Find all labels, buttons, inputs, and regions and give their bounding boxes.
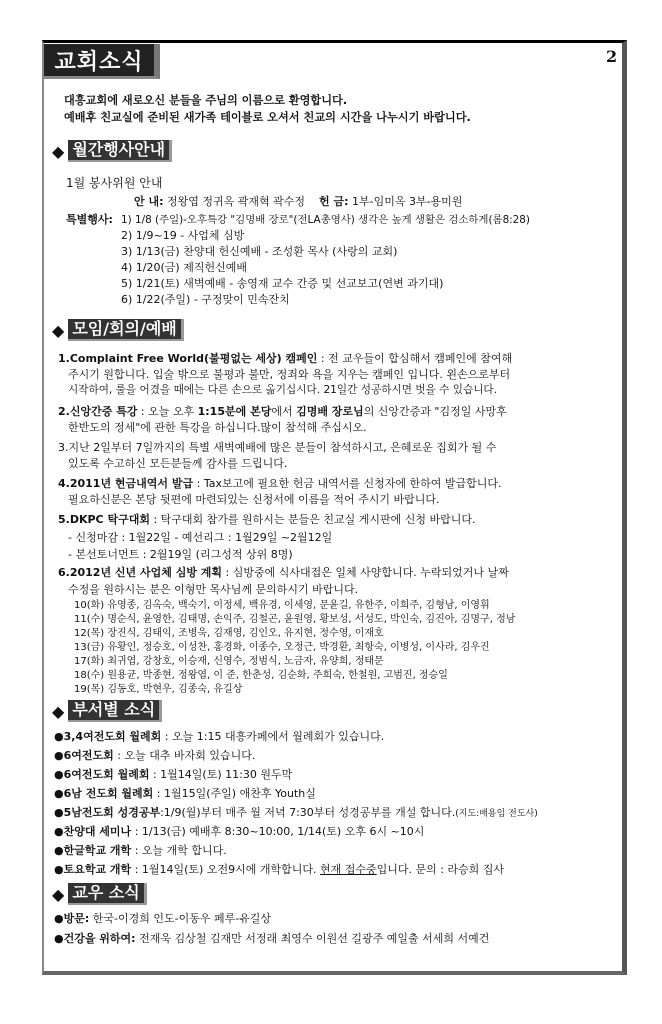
- dept-4: ●6남 전도회 월례회 : 1월15일(주일) 애찬후 Youth실: [54, 787, 316, 800]
- event-6: 6) 1/22(주일) - 구정맞이 민속잔치: [121, 293, 290, 306]
- event-2: 2) 1/9~19 - 사업체 심방: [121, 229, 245, 242]
- diamond-icon: ◆: [52, 701, 65, 721]
- event-1: 1) 1/8 (주일)-오후특강 "김명배 장로"(전LA총영사) 생각은 높게 생활은 검소하게(롬8:28): [121, 214, 530, 226]
- meeting-4-line-2: 필요하신분은 본당 뒷편에 마련되있는 신청서에 이름을 적어 주시기 바랍니다.: [68, 493, 440, 506]
- meeting-6-line-2: 수정을 원하시는 분은 이형만 목사님께 문의하시기 바랍니다.: [68, 583, 359, 596]
- meeting-4: 4.2011년 현금내역서 발급 : Tax보고에 필요한 헌금 내역서를 신청자에 한하여 발급합니다.: [58, 477, 502, 490]
- event-3: 3) 1/13(금) 찬양대 헌신예배 - 조성환 목사 (사랑의 교회): [121, 245, 398, 258]
- section-members-title: ◆ 교우 소식: [52, 883, 147, 905]
- visit-row: 17(화) 최귀엽, 강창호, 이승재, 신영수, 정범식, 노금자, 유양희, 정태문: [74, 656, 384, 667]
- dept-3: ●6여전도회 월례회 : 1월14일(토) 11:30 원두막: [54, 768, 293, 781]
- section-monthly-title: ◆ 월간행사안내: [52, 140, 172, 162]
- meeting-3-line-2: 있도록 수고하신 모든분들께 감사를 드립니다.: [68, 457, 288, 470]
- meeting-3: 3.지난 2일부터 7일까지의 특별 새벽예배에 많은 분들이 참석하시고, 은혜로운 집회가 될 수: [58, 441, 497, 454]
- visit-row: 10(화) 유영종, 김옥숙, 백숙기, 이정세, 백유경, 이세영, 문윤길, 유한주, 이희주, 김형남, 이영휘: [74, 600, 490, 611]
- visit-row: 11(수) 명순식, 윤영한, 김태명, 손익주, 김철곤, 윤원영, 황보성, 서성도, 박인숙, 김진아, 김명구, 정남: [74, 614, 516, 625]
- monthly-heading: 1월 봉사위원 안내: [66, 176, 163, 190]
- meeting-6: 6.2012년 신년 사업체 심방 계획 : 심방중에 식사대접은 일체 사양합니다. 누락되었거나 날짜: [58, 566, 509, 579]
- diamond-icon: ◆: [52, 141, 65, 161]
- meeting-1-line-3: 시작하여, 룰을 어겼을 때에는 다른 손으로 옮기십시다. 21일간 성공하시면 벗을 수 있습니다.: [68, 384, 498, 396]
- diamond-icon: ◆: [52, 320, 65, 340]
- monthly-guide: 안 내: 정왕엽 정귀옥 곽재혁 곽수정 헌 금: 1부-임미옥 3부-용미원: [134, 195, 463, 208]
- dept-5: ●5남전도회 성경공부:1/9(월)부터 매주 월 저녁 7:30부터 성경공부를 개설 합니다.(지도:배용임 전도사): [54, 806, 538, 819]
- meeting-1: 1.Complaint Free World(불평없는 세상) 캠페인 : 전 교우들이 합심해서 캠페인에 참여해: [58, 352, 513, 365]
- page-number: 2: [606, 47, 618, 66]
- visit-row: 13(금) 유황인, 정승호, 이성찬, 홍경화, 이종수, 오정근, 박경환, 최항숙, 이병성, 이사라, 김우진: [74, 642, 490, 653]
- meeting-5-line-2: - 신청마감 : 1월22일 - 예선리그 : 1월29일 ~2월12일: [68, 531, 333, 544]
- dept-7: ●한글학교 개학 : 오늘 개학 합니다.: [54, 844, 227, 857]
- dept-6: ●찬양대 세미나 : 1/13(금) 예배후 8:30~10:00, 1/14(토) 오후 6시 ~10시: [54, 825, 425, 838]
- meeting-5-line-3: - 본선토너먼트 : 2월19일 (리그성적 상위 8명): [68, 548, 293, 561]
- welcome-line-2: 예배후 친교실에 준비된 새가족 테이블로 오셔서 친교의 시간을 나누시기 바랍니다.: [64, 111, 471, 124]
- event-5: 5) 1/21(토) 새벽예배 - 송영재 교수 간증 및 선교보고(연변 과기대): [121, 277, 444, 290]
- welcome-line-1: 대흥교회에 새로오신 분들을 주님의 이름으로 환영합니다.: [64, 94, 348, 107]
- dept-2: ●6여전도회 : 오늘 대추 바자회 있습니다.: [54, 749, 256, 762]
- member-health: ●건강을 위하여: 전재욱 김상철 김재만 서정래 최영수 이원선 길광주 예일출 서세희 서예건: [54, 932, 490, 945]
- page-title: 교회소식: [44, 44, 160, 79]
- visit-row: 19(목) 김동호, 박현우, 김종숙, 유길상: [74, 684, 243, 695]
- dept-8: ●토요학교 개학 : 1월14일(토) 오전9시에 개학합니다. 현재 접수중입니다. 문의 : 라승희 집사: [54, 863, 505, 876]
- meeting-2: 2.신앙간증 특강 : 오늘 오후 1:15분에 본당에서 김명배 장로님의 신앙간증과 "김정일 사망후: [58, 405, 507, 418]
- special-label: 특별행사:: [66, 213, 113, 226]
- visit-row: 18(수) 원용균, 박종현, 정왕엽, 이 준, 한춘성, 김순화, 주희숙, 한철원, 고범진, 정승일: [74, 670, 448, 681]
- section-departments-title: ◆ 부서별 소식: [52, 700, 162, 722]
- member-visit: ●방문: 한국-이경희 인도-이동우 페루-유길상: [54, 912, 272, 925]
- section-meetings-title: ◆ 모임/회의/예배: [52, 319, 184, 341]
- event-4: 4) 1/20(금) 제직헌신예배: [121, 261, 247, 274]
- meeting-5: 5.DKPC 탁구대회 : 탁구대회 참가를 원하시는 분들은 친교실 게시판에 신청 바랍니다.: [58, 513, 476, 526]
- dept-1: ●3,4여전도회 월례회 : 오늘 1:15 대흥카페에서 월례회가 있습니다.: [54, 730, 385, 743]
- welcome-message: [64, 92, 609, 126]
- visit-row: 12(목) 장진식, 김태익, 조병욱, 김재영, 김인오, 유지현, 정수영, 이재호: [74, 628, 384, 639]
- meeting-2-line-2: 한반도의 정세"에 관한 특강을 하십니다.많이 참석해 주십시오.: [68, 421, 367, 434]
- meeting-1-line-2: 주시기 원합니다. 입술 밖으로 불평과 불만, 정죄와 욕을 지우는 캠페인 입니다. 왼손으로부터: [68, 368, 511, 381]
- diamond-icon: ◆: [52, 884, 65, 904]
